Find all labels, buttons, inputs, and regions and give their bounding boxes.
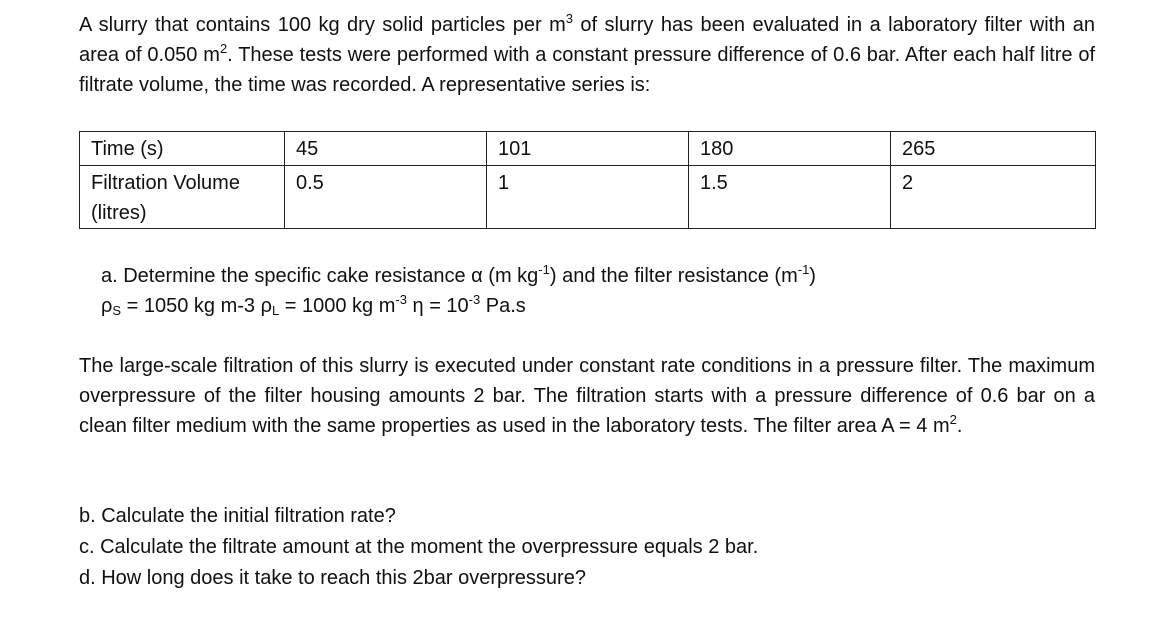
- properties-line: [101, 291, 1101, 321]
- table-cell: 1: [487, 166, 689, 229]
- question-a-text-1: a. Determine the specific cake resistance α (m kg: [101, 265, 539, 287]
- table-cell: 101: [487, 132, 689, 166]
- properties-text-4: η = 10: [406, 295, 469, 317]
- table-row: [80, 132, 1096, 166]
- intro-superscript-1: 3: [565, 11, 573, 26]
- table-row: [80, 166, 1096, 229]
- question-d: d. How long does it take to reach this 2bar overpressure?: [79, 567, 586, 589]
- question-a-sup-1: -1: [538, 262, 550, 277]
- table-cell: 45: [285, 132, 487, 166]
- rho-s-subscript: S: [112, 303, 122, 318]
- intro-superscript-2: 2: [219, 41, 228, 56]
- intro-paragraph: [79, 10, 1095, 100]
- question-a: [101, 261, 1101, 291]
- table-cell: 180: [689, 132, 891, 166]
- rho-s-symbol: ρ: [101, 295, 113, 317]
- table-cell: 2: [891, 166, 1096, 229]
- large-scale-paragraph: [79, 351, 1095, 441]
- filtration-data-table: [79, 131, 1096, 229]
- large-scale-end: .: [956, 415, 963, 437]
- table-cell: 1.5: [689, 166, 891, 229]
- intro-text-2: of slurry has been evaluated in a laboratory filter with an area of 0.050 m: [79, 14, 1095, 66]
- properties-text-2: = 1050 kg m-3 ρ: [121, 295, 272, 317]
- question-c: c. Calculate the filtrate amount at the moment the overpressure equals 2 bar.: [79, 536, 759, 558]
- table-cell: 0.5: [285, 166, 487, 229]
- question-a-sup-2: -1: [797, 262, 810, 277]
- question-b: b. Calculate the initial filtration rate?: [79, 505, 396, 527]
- intro-text-3: . These tests were performed with a constant pressure difference of 0.6 bar. After each half litre of filtrate volume, the time was recorded. A representative series is:: [79, 44, 1095, 96]
- intro-text-1: A slurry that contains 100 kg dry solid particles per m: [79, 14, 566, 36]
- large-scale-sup: 2: [949, 412, 957, 427]
- row-label-time: Time (s): [80, 132, 285, 166]
- properties-sup-2: -3: [468, 292, 481, 307]
- properties-text-5: Pa.s: [480, 295, 526, 317]
- properties-text-3: = 1000 kg m: [279, 295, 396, 317]
- row-label-volume: Filtration Volume (litres): [80, 166, 285, 229]
- properties-sup-1: -3: [395, 292, 407, 307]
- question-a-block: [101, 261, 1101, 321]
- question-a-text-3: ): [809, 265, 816, 287]
- question-a-text-2: ) and the filter resistance (m: [549, 265, 798, 287]
- questions-list: [79, 501, 1095, 594]
- large-scale-text: The large-scale filtration of this slurry is executed under constant rate conditions in a pressure filter. The maximum overpressure of the filter housing amounts 2 bar. The filtration starts with a pressure difference of 0.6 bar on a clean filter medium with the same properties as used in the laboratory tests. The filter area A = 4 m: [79, 355, 1095, 437]
- rho-l-subscript: L: [271, 303, 280, 318]
- table-cell: 265: [891, 132, 1096, 166]
